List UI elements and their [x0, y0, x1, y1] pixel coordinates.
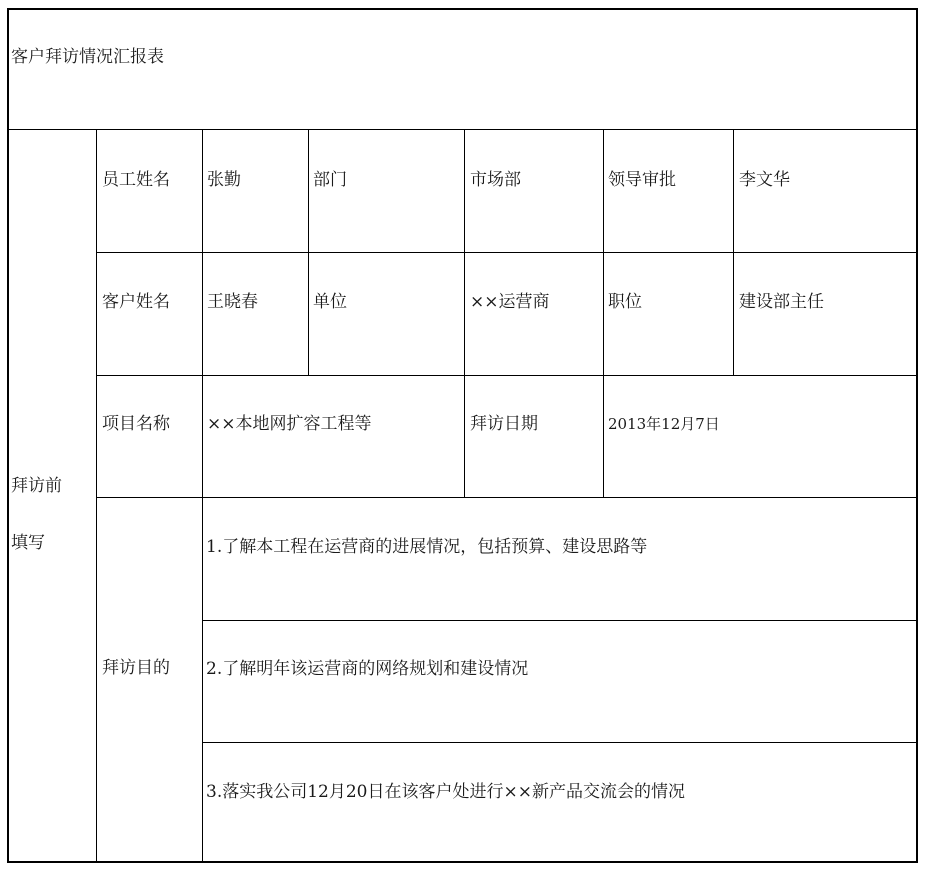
unit-value: ××运营商 — [470, 292, 550, 312]
section-label-line1: 拜访前 — [11, 476, 62, 496]
employee-name-label: 员工姓名 — [102, 170, 170, 190]
approver-value: 李文华 — [739, 170, 790, 190]
position-value: 建设部主任 — [739, 292, 824, 312]
visit-date-label: 拜访日期 — [470, 414, 538, 434]
department-value: 市场部 — [470, 170, 521, 190]
purpose-divider-1 — [202, 620, 918, 621]
visit-purpose-label: 拜访目的 — [102, 658, 170, 678]
customer-name-label: 客户姓名 — [102, 292, 170, 312]
visit-purpose-item: 2.了解明年该运营商的网络规划和建设情况 — [206, 659, 529, 679]
purpose-divider-2 — [202, 742, 918, 743]
section-label-line2: 填写 — [11, 533, 45, 553]
employee-name-value: 张勤 — [207, 170, 241, 190]
project-name-label: 项目名称 — [102, 414, 170, 434]
row-divider-1 — [96, 252, 918, 253]
visit-purpose-item: 1.了解本工程在运营商的进展情况，包括预算、建设思路等 — [206, 537, 648, 557]
department-label: 部门 — [313, 170, 347, 190]
column-divider-4 — [464, 129, 465, 497]
visit-report-table — [7, 8, 918, 863]
position-label: 职位 — [608, 292, 642, 312]
report-title: 客户拜访情况汇报表 — [11, 47, 164, 67]
visit-purpose-item: 3.落实我公司12月20日在该客户处进行××新产品交流会的情况 — [206, 782, 685, 802]
row-divider-3 — [96, 497, 918, 498]
approver-label: 领导审批 — [608, 170, 676, 190]
row-divider-2 — [96, 375, 918, 376]
title-divider — [7, 129, 918, 130]
section-column-divider — [96, 129, 97, 863]
customer-name-value: 王晓春 — [207, 292, 258, 312]
column-divider-5 — [603, 129, 604, 497]
visit-date-value: 2013年12月7日 — [608, 415, 720, 433]
label-column-divider — [202, 129, 203, 863]
unit-label: 单位 — [313, 292, 347, 312]
project-name-value: ××本地网扩容工程等 — [207, 414, 372, 434]
